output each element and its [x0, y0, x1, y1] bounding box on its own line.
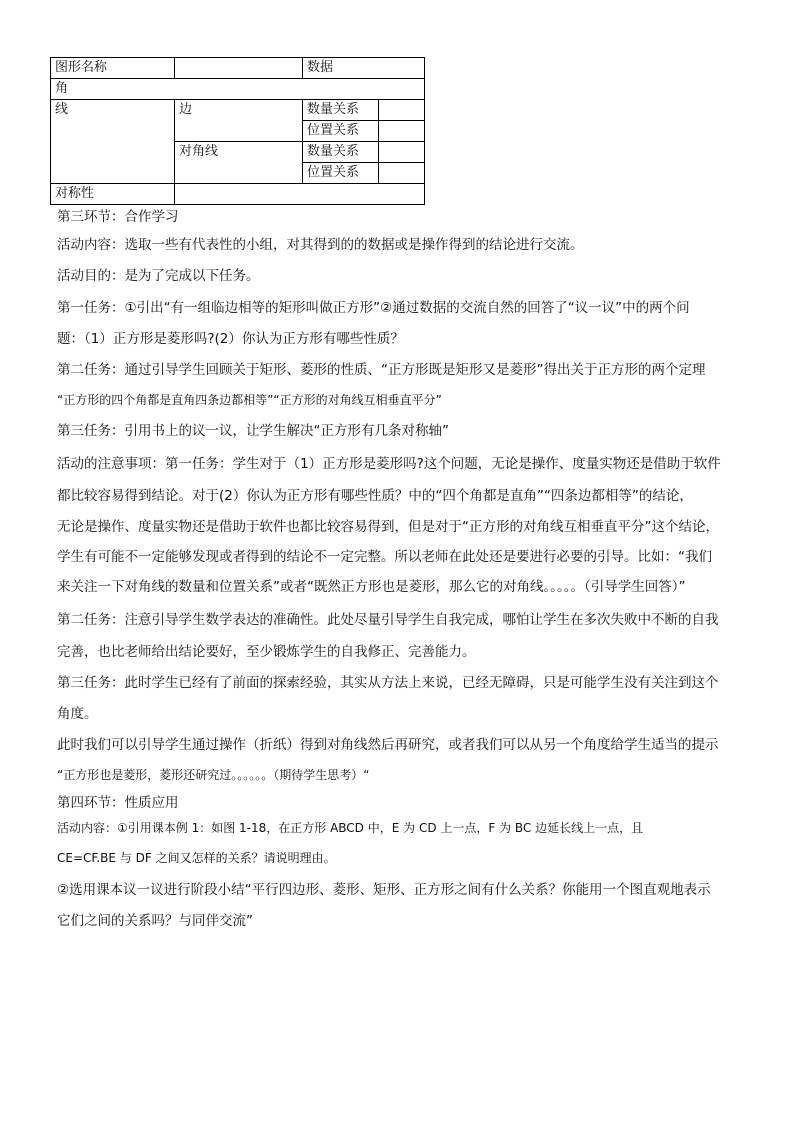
paragraph: 它们之间的关系吗？与同伴交流”: [57, 913, 253, 929]
paragraph: 此时我们可以引导学生通过操作（折纸）得到对角线然后再研究，或者我们可以从另一个角度给学生适当的提示: [57, 737, 719, 753]
paragraph: ②选用课本议一议进行阶段小结“平行四边形、菱形、矩形、正方形之间有什么关系？你能用一个图直观地表示: [57, 882, 711, 898]
table-cell: 数量关系: [303, 100, 379, 121]
table-row: [51, 79, 425, 100]
table-cell: 数量关系: [303, 142, 379, 163]
table-cell: 线: [51, 100, 175, 184]
paragraph: 无论是操作、度量实物还是借助于软件也都比较容易得到，但是对于“正方形的对角线互相垂直平分”这个结论，: [57, 519, 719, 535]
table-cell: [379, 121, 425, 142]
table-cell: [379, 100, 425, 121]
paragraph: 活动内容：选取一些有代表性的小组，对其得到的的数据或是操作得到的结论进行交流。: [57, 237, 584, 253]
paragraph: 第二任务：注意引导学生数学表达的准确性。此处尽量引导学生自我完成，哪怕让学生在多次失败中不断的自我: [57, 612, 719, 628]
paragraph: 完善，也比老师给出结论要好，至少锻炼学生的自我修正、完善能力。: [57, 644, 476, 660]
table-cell: 位置关系: [303, 121, 379, 142]
paragraph: CE=CF.BE 与 DF 之间又怎样的关系？请说明理由。: [57, 851, 336, 865]
table-cell: 对角线: [175, 142, 303, 184]
paragraph: “正方形的四个角都是直角四条边都相等”“正方形的对角线互相垂直平分”: [57, 393, 442, 407]
table-cell: 图形名称: [51, 58, 175, 79]
paragraph: “正方形也是菱形，菱形还研究过。。。。。。（期待学生思考）“: [57, 768, 370, 782]
table-cell: [379, 163, 425, 184]
table-cell: 角: [51, 79, 425, 100]
table-row: [51, 100, 425, 121]
table-cell: 边: [175, 100, 303, 142]
paragraph: 活动目的：是为了完成以下任务。: [57, 268, 260, 284]
paragraph: 第三任务：引用书上的议一议，让学生解决“正方形有几条对称轴”: [57, 423, 449, 439]
paragraph: 第一任务：①引出“有一组临边相等的矩形叫做正方形”②通过数据的交流自然的回答了“议一议”中的两个问: [57, 300, 690, 316]
paragraph: 学生有可能不一定能够发现或者得到的结论不一定完整。所以老师在此处还是要进行必要的引导。比如：“我们: [57, 549, 712, 565]
section-heading: 第三环节：合作学习: [57, 209, 179, 225]
table-cell: [175, 184, 425, 205]
section-heading: 第四环节：性质应用: [57, 795, 179, 811]
paragraph: 活动内容：①引用课本例 1：如图 1-18，在正方形 ABCD 中，E 为 CD 上一点，F 为 BC 边延长线上一点，且: [57, 821, 644, 835]
table-cell: 对称性: [51, 184, 175, 205]
paragraph: 第三任务：此时学生已经有了前面的探索经验，其实从方法上来说，已经无障碍，只是可能学生没有关注到这个: [57, 675, 719, 691]
properties-table: [50, 57, 425, 205]
paragraph: 活动的注意事项：第一任务：学生对于（1）正方形是菱形吗?这个问题，无论是操作、度量实物还是借助于软件: [57, 456, 721, 472]
table-row: [51, 58, 425, 79]
table-cell: 数据: [303, 58, 425, 79]
table-row: [51, 184, 425, 205]
table-cell: 位置关系: [303, 163, 379, 184]
table-cell: [379, 142, 425, 163]
paragraph: 都比较容易得到结论。对于(2）你认为正方形有哪些性质？中的“四个角都是直角”“四条边都相等”的结论，: [57, 488, 693, 504]
paragraph: 角度。: [57, 706, 98, 722]
paragraph: 题：（1）正方形是菱形吗?(2）你认为正方形有哪些性质？: [57, 331, 404, 347]
paragraph: 第二任务：通过引导学生回顾关于矩形、菱形的性质、“正方形既是矩形又是菱形”得出关于正方形的两个定理: [57, 362, 706, 378]
table-cell: [175, 58, 303, 79]
paragraph: 来关注一下对角线的数量和位置关系”或者“既然正方形也是菱形，那么它的对角线。。。。。（引导学生回答）”: [57, 579, 686, 595]
